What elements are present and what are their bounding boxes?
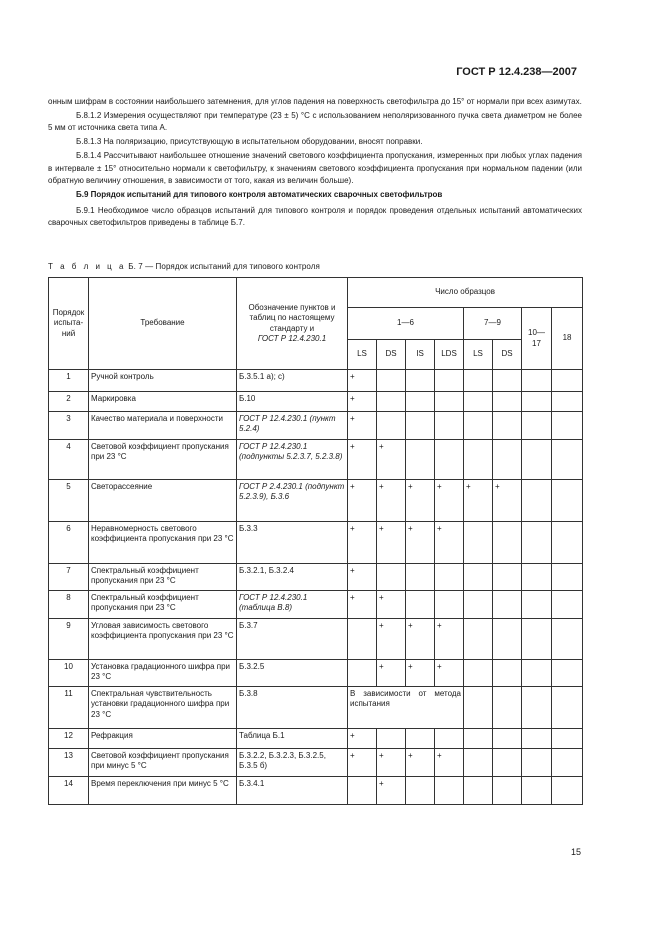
row-designation: Таблица Б.1 bbox=[237, 729, 348, 749]
page-header-standard: ГОСТ Р 12.4.238—2007 bbox=[456, 66, 577, 78]
sample-cell bbox=[406, 370, 435, 392]
row-number: 11 bbox=[49, 687, 89, 729]
sample-cell bbox=[552, 440, 583, 480]
header-sub-ls: LS bbox=[348, 340, 377, 370]
row-number: 5 bbox=[49, 480, 89, 522]
sample-cell bbox=[522, 729, 552, 749]
sample-cell bbox=[552, 619, 583, 660]
sample-cell bbox=[522, 619, 552, 660]
table-row bbox=[49, 480, 583, 522]
sample-cell bbox=[493, 370, 522, 392]
sample-cell bbox=[464, 777, 493, 805]
sample-cell bbox=[552, 660, 583, 687]
sample-cell bbox=[522, 687, 552, 729]
sample-cell bbox=[493, 777, 522, 805]
table-row bbox=[49, 619, 583, 660]
test-order-table bbox=[48, 277, 583, 805]
row-number: 2 bbox=[49, 392, 89, 412]
sample-cell bbox=[493, 660, 522, 687]
header-requirement: Требование bbox=[89, 278, 237, 370]
sample-cell bbox=[552, 749, 583, 777]
header-designation-ref: ГОСТ Р 12.4.230.1 bbox=[257, 333, 327, 343]
row-requirement: Спектральная чувствительность установки градационного шифра при 23 °С bbox=[89, 687, 237, 729]
sample-cell bbox=[377, 412, 406, 440]
sample-cell bbox=[464, 591, 493, 619]
row-number: 13 bbox=[49, 749, 89, 777]
row-number: 4 bbox=[49, 440, 89, 480]
header-samples: Число образцов bbox=[348, 278, 583, 308]
header-designation bbox=[237, 278, 348, 370]
paragraph: онным шифрам в состоянии наибольшего затемнения, для углов падения на поверхность светофильтра до 15° от нормали при всех азимутах. bbox=[48, 97, 582, 106]
sample-cell bbox=[406, 729, 435, 749]
table-caption-text: Б. 7 — Порядок испытаний для типового контроля bbox=[128, 262, 320, 271]
row-number: 12 bbox=[49, 729, 89, 749]
sample-cell: + bbox=[377, 777, 406, 805]
row-requirement: Световой коэффициент пропускания при минус 5 °С bbox=[89, 749, 237, 777]
header-sub-lds: LDS bbox=[435, 340, 464, 370]
sample-cell: + bbox=[348, 564, 377, 591]
sample-cell: + bbox=[435, 522, 464, 564]
section-heading: Б.9 Порядок испытаний для типового контроля автоматических сварочных светофильтров bbox=[76, 190, 443, 200]
row-requirement: Качество материала и поверхности bbox=[89, 412, 237, 440]
sample-cell bbox=[552, 480, 583, 522]
sample-cell: + bbox=[406, 522, 435, 564]
sample-cell bbox=[435, 564, 464, 591]
sample-cell: + bbox=[377, 591, 406, 619]
table-row bbox=[49, 440, 583, 480]
sample-cell: + bbox=[348, 729, 377, 749]
row-number: 7 bbox=[49, 564, 89, 591]
sample-cell bbox=[493, 687, 522, 729]
sample-cell bbox=[464, 522, 493, 564]
sample-cell bbox=[522, 591, 552, 619]
table-row bbox=[49, 370, 583, 392]
sample-cell bbox=[522, 440, 552, 480]
sample-cell: + bbox=[435, 480, 464, 522]
sample-cell bbox=[435, 729, 464, 749]
table-row bbox=[49, 687, 583, 729]
sample-cell: + bbox=[377, 749, 406, 777]
row-designation: Б.10 bbox=[237, 392, 348, 412]
table-row bbox=[49, 564, 583, 591]
header-sub-ds-2: DS bbox=[493, 340, 522, 370]
table-row bbox=[49, 749, 583, 777]
row-designation: Б.3.2.5 bbox=[237, 660, 348, 687]
sample-cell bbox=[522, 749, 552, 777]
header-group-1: 1—6 bbox=[348, 308, 464, 340]
paragraph: Б.9.1 Необходимое число образцов испытаний для типового контроля и порядок проведения отдельных испытаний автоматических сварочных светофильтров приведены в таблице Б.7. bbox=[48, 205, 582, 228]
row-requirement: Спектральный коэффициент пропускания при 23 °С bbox=[89, 564, 237, 591]
sample-cell bbox=[493, 412, 522, 440]
paragraph: Б.8.1.3 На поляризацию, присутствующую в испытательном оборудовании, вносят поправки. bbox=[76, 137, 423, 147]
row-number: 3 bbox=[49, 412, 89, 440]
header-sub-is: IS bbox=[406, 340, 435, 370]
sample-cell: + bbox=[348, 392, 377, 412]
sample-cell: + bbox=[348, 412, 377, 440]
sample-cell: + bbox=[406, 480, 435, 522]
header-sub-ls-2: LS bbox=[464, 340, 493, 370]
row-designation: Б.3.2.1, Б.3.2.4 bbox=[237, 564, 348, 591]
sample-cell: + bbox=[435, 619, 464, 660]
sample-cell: + bbox=[348, 749, 377, 777]
sample-cell bbox=[552, 729, 583, 749]
body-text bbox=[48, 96, 582, 231]
sample-cell: + bbox=[348, 370, 377, 392]
paragraph: Б.8.1.2 Измерения осуществляют при температуре (23 ± 5) °С с использованием неполяризованного пучка света диаметром не более 5 мм от источника света типа А. bbox=[48, 110, 582, 133]
sample-cell bbox=[464, 392, 493, 412]
header-group-3: 10—17 bbox=[522, 308, 552, 370]
sample-cell: + bbox=[406, 660, 435, 687]
sample-cell bbox=[522, 777, 552, 805]
sample-cell bbox=[406, 564, 435, 591]
sample-cell: + bbox=[348, 522, 377, 564]
row-requirement: Время переключения при минус 5 °С bbox=[89, 777, 237, 805]
row-number: 10 bbox=[49, 660, 89, 687]
sample-cell bbox=[435, 777, 464, 805]
row-requirement: Маркировка bbox=[89, 392, 237, 412]
row-requirement: Световой коэффициент пропускания при 23 °С bbox=[89, 440, 237, 480]
header-sub-ds: DS bbox=[377, 340, 406, 370]
sample-cell bbox=[552, 392, 583, 412]
sample-cell: + bbox=[377, 440, 406, 480]
sample-cell bbox=[377, 392, 406, 412]
sample-cell bbox=[522, 660, 552, 687]
sample-cell bbox=[552, 522, 583, 564]
sample-cell bbox=[406, 591, 435, 619]
table-row bbox=[49, 660, 583, 687]
sample-cell bbox=[348, 660, 377, 687]
header-group-2: 7—9 bbox=[464, 308, 522, 340]
sample-cell bbox=[552, 564, 583, 591]
row-number: 1 bbox=[49, 370, 89, 392]
sample-cell bbox=[406, 392, 435, 412]
sample-cell bbox=[493, 729, 522, 749]
sample-cell bbox=[522, 412, 552, 440]
sample-cell bbox=[377, 729, 406, 749]
sample-cell bbox=[435, 412, 464, 440]
sample-cell bbox=[522, 370, 552, 392]
row-number: 6 bbox=[49, 522, 89, 564]
sample-cell: + bbox=[406, 619, 435, 660]
sample-cell: + bbox=[348, 440, 377, 480]
table-caption bbox=[48, 262, 320, 271]
table-caption-prefix: Т а б л и ц а bbox=[48, 262, 126, 271]
row-requirement: Светорассеяние bbox=[89, 480, 237, 522]
table-row bbox=[49, 777, 583, 805]
row-requirement: Ручной контроль bbox=[89, 370, 237, 392]
sample-cell: + bbox=[435, 749, 464, 777]
sample-cell bbox=[406, 412, 435, 440]
sample-cell bbox=[493, 749, 522, 777]
row-requirement: Неравномерность светового коэффициента пропускания при 23 °С bbox=[89, 522, 237, 564]
row-designation: Б.3.4.1 bbox=[237, 777, 348, 805]
table-body bbox=[49, 370, 583, 805]
row-designation: ГОСТ Р 12.4.230.1 (пункт 5.2.4) bbox=[237, 412, 348, 440]
sample-cell bbox=[464, 564, 493, 591]
row-designation: Б.3.3 bbox=[237, 522, 348, 564]
page-number: 15 bbox=[571, 847, 582, 857]
table-row bbox=[49, 729, 583, 749]
sample-cell bbox=[464, 619, 493, 660]
sample-cell bbox=[493, 392, 522, 412]
sample-cell: + bbox=[348, 480, 377, 522]
sample-cell bbox=[348, 777, 377, 805]
header-designation-text: Обозначение пунктов и таблиц по настоящему стандарту и bbox=[248, 302, 336, 333]
sample-cell: + bbox=[377, 660, 406, 687]
sample-cell bbox=[522, 564, 552, 591]
sample-cell bbox=[493, 440, 522, 480]
row-designation: ГОСТ Р 2.4.230.1 (подпункт 5.2.3.9), Б.3.6 bbox=[237, 480, 348, 522]
row-designation: ГОСТ Р 12.4.230.1 (подпункты 5.2.3.7, 5.2.3.8) bbox=[237, 440, 348, 480]
row-note: В зависимости от метода испытания bbox=[348, 687, 464, 729]
row-requirement: Установка градационного шифра при 23 °С bbox=[89, 660, 237, 687]
sample-cell bbox=[435, 392, 464, 412]
table-row bbox=[49, 412, 583, 440]
sample-cell bbox=[464, 687, 493, 729]
sample-cell bbox=[464, 729, 493, 749]
sample-cell: + bbox=[435, 660, 464, 687]
sample-cell bbox=[552, 591, 583, 619]
row-number: 9 bbox=[49, 619, 89, 660]
sample-cell bbox=[552, 412, 583, 440]
paragraph: Б.8.1.4 Рассчитывают наибольшее отношение значений светового коэффициента пропускания, измеренных при любых углах падения в интервале ± 15° относительно нормали к светофильтру, к значениям светового коэффициента пропускания при нормальном падении (или обратную величину отношения, в зависимости от того, какая из величин больше). bbox=[48, 151, 582, 185]
table-row bbox=[49, 522, 583, 564]
sample-cell bbox=[377, 370, 406, 392]
sample-cell: + bbox=[348, 591, 377, 619]
sample-cell bbox=[348, 619, 377, 660]
sample-cell bbox=[522, 480, 552, 522]
sample-cell bbox=[464, 370, 493, 392]
header-order: Порядок испыта-ний bbox=[49, 278, 89, 370]
row-designation: Б.3.7 bbox=[237, 619, 348, 660]
sample-cell: + bbox=[464, 480, 493, 522]
sample-cell bbox=[552, 687, 583, 729]
row-designation: Б.3.5.1 а); с) bbox=[237, 370, 348, 392]
sample-cell bbox=[464, 412, 493, 440]
table-row bbox=[49, 392, 583, 412]
sample-cell bbox=[522, 392, 552, 412]
sample-cell: + bbox=[377, 480, 406, 522]
sample-cell: + bbox=[377, 619, 406, 660]
sample-cell bbox=[435, 440, 464, 480]
sample-cell bbox=[493, 619, 522, 660]
sample-cell bbox=[552, 370, 583, 392]
sample-cell bbox=[522, 522, 552, 564]
sample-cell bbox=[464, 440, 493, 480]
sample-cell: + bbox=[377, 522, 406, 564]
sample-cell bbox=[552, 777, 583, 805]
sample-cell bbox=[493, 522, 522, 564]
sample-cell bbox=[464, 749, 493, 777]
row-designation: ГОСТ Р 12.4.230.1 (таблица В.8) bbox=[237, 591, 348, 619]
sample-cell: + bbox=[406, 749, 435, 777]
row-requirement: Угловая зависимость светового коэффициента пропускания при 23 °С bbox=[89, 619, 237, 660]
row-designation: Б.3.2.2, Б.3.2.3, Б.3.2.5, Б.3.5 б) bbox=[237, 749, 348, 777]
sample-cell bbox=[406, 440, 435, 480]
sample-cell bbox=[435, 370, 464, 392]
sample-cell bbox=[406, 777, 435, 805]
header-group-4: 18 bbox=[552, 308, 583, 370]
row-number: 14 bbox=[49, 777, 89, 805]
row-requirement: Спектральный коэффициент пропускания при 23 °С bbox=[89, 591, 237, 619]
sample-cell: + bbox=[493, 480, 522, 522]
sample-cell bbox=[464, 660, 493, 687]
row-requirement: Рефракция bbox=[89, 729, 237, 749]
sample-cell bbox=[493, 564, 522, 591]
row-designation: Б.3.8 bbox=[237, 687, 348, 729]
row-number: 8 bbox=[49, 591, 89, 619]
sample-cell bbox=[493, 591, 522, 619]
table-row bbox=[49, 591, 583, 619]
sample-cell bbox=[377, 564, 406, 591]
sample-cell bbox=[435, 591, 464, 619]
